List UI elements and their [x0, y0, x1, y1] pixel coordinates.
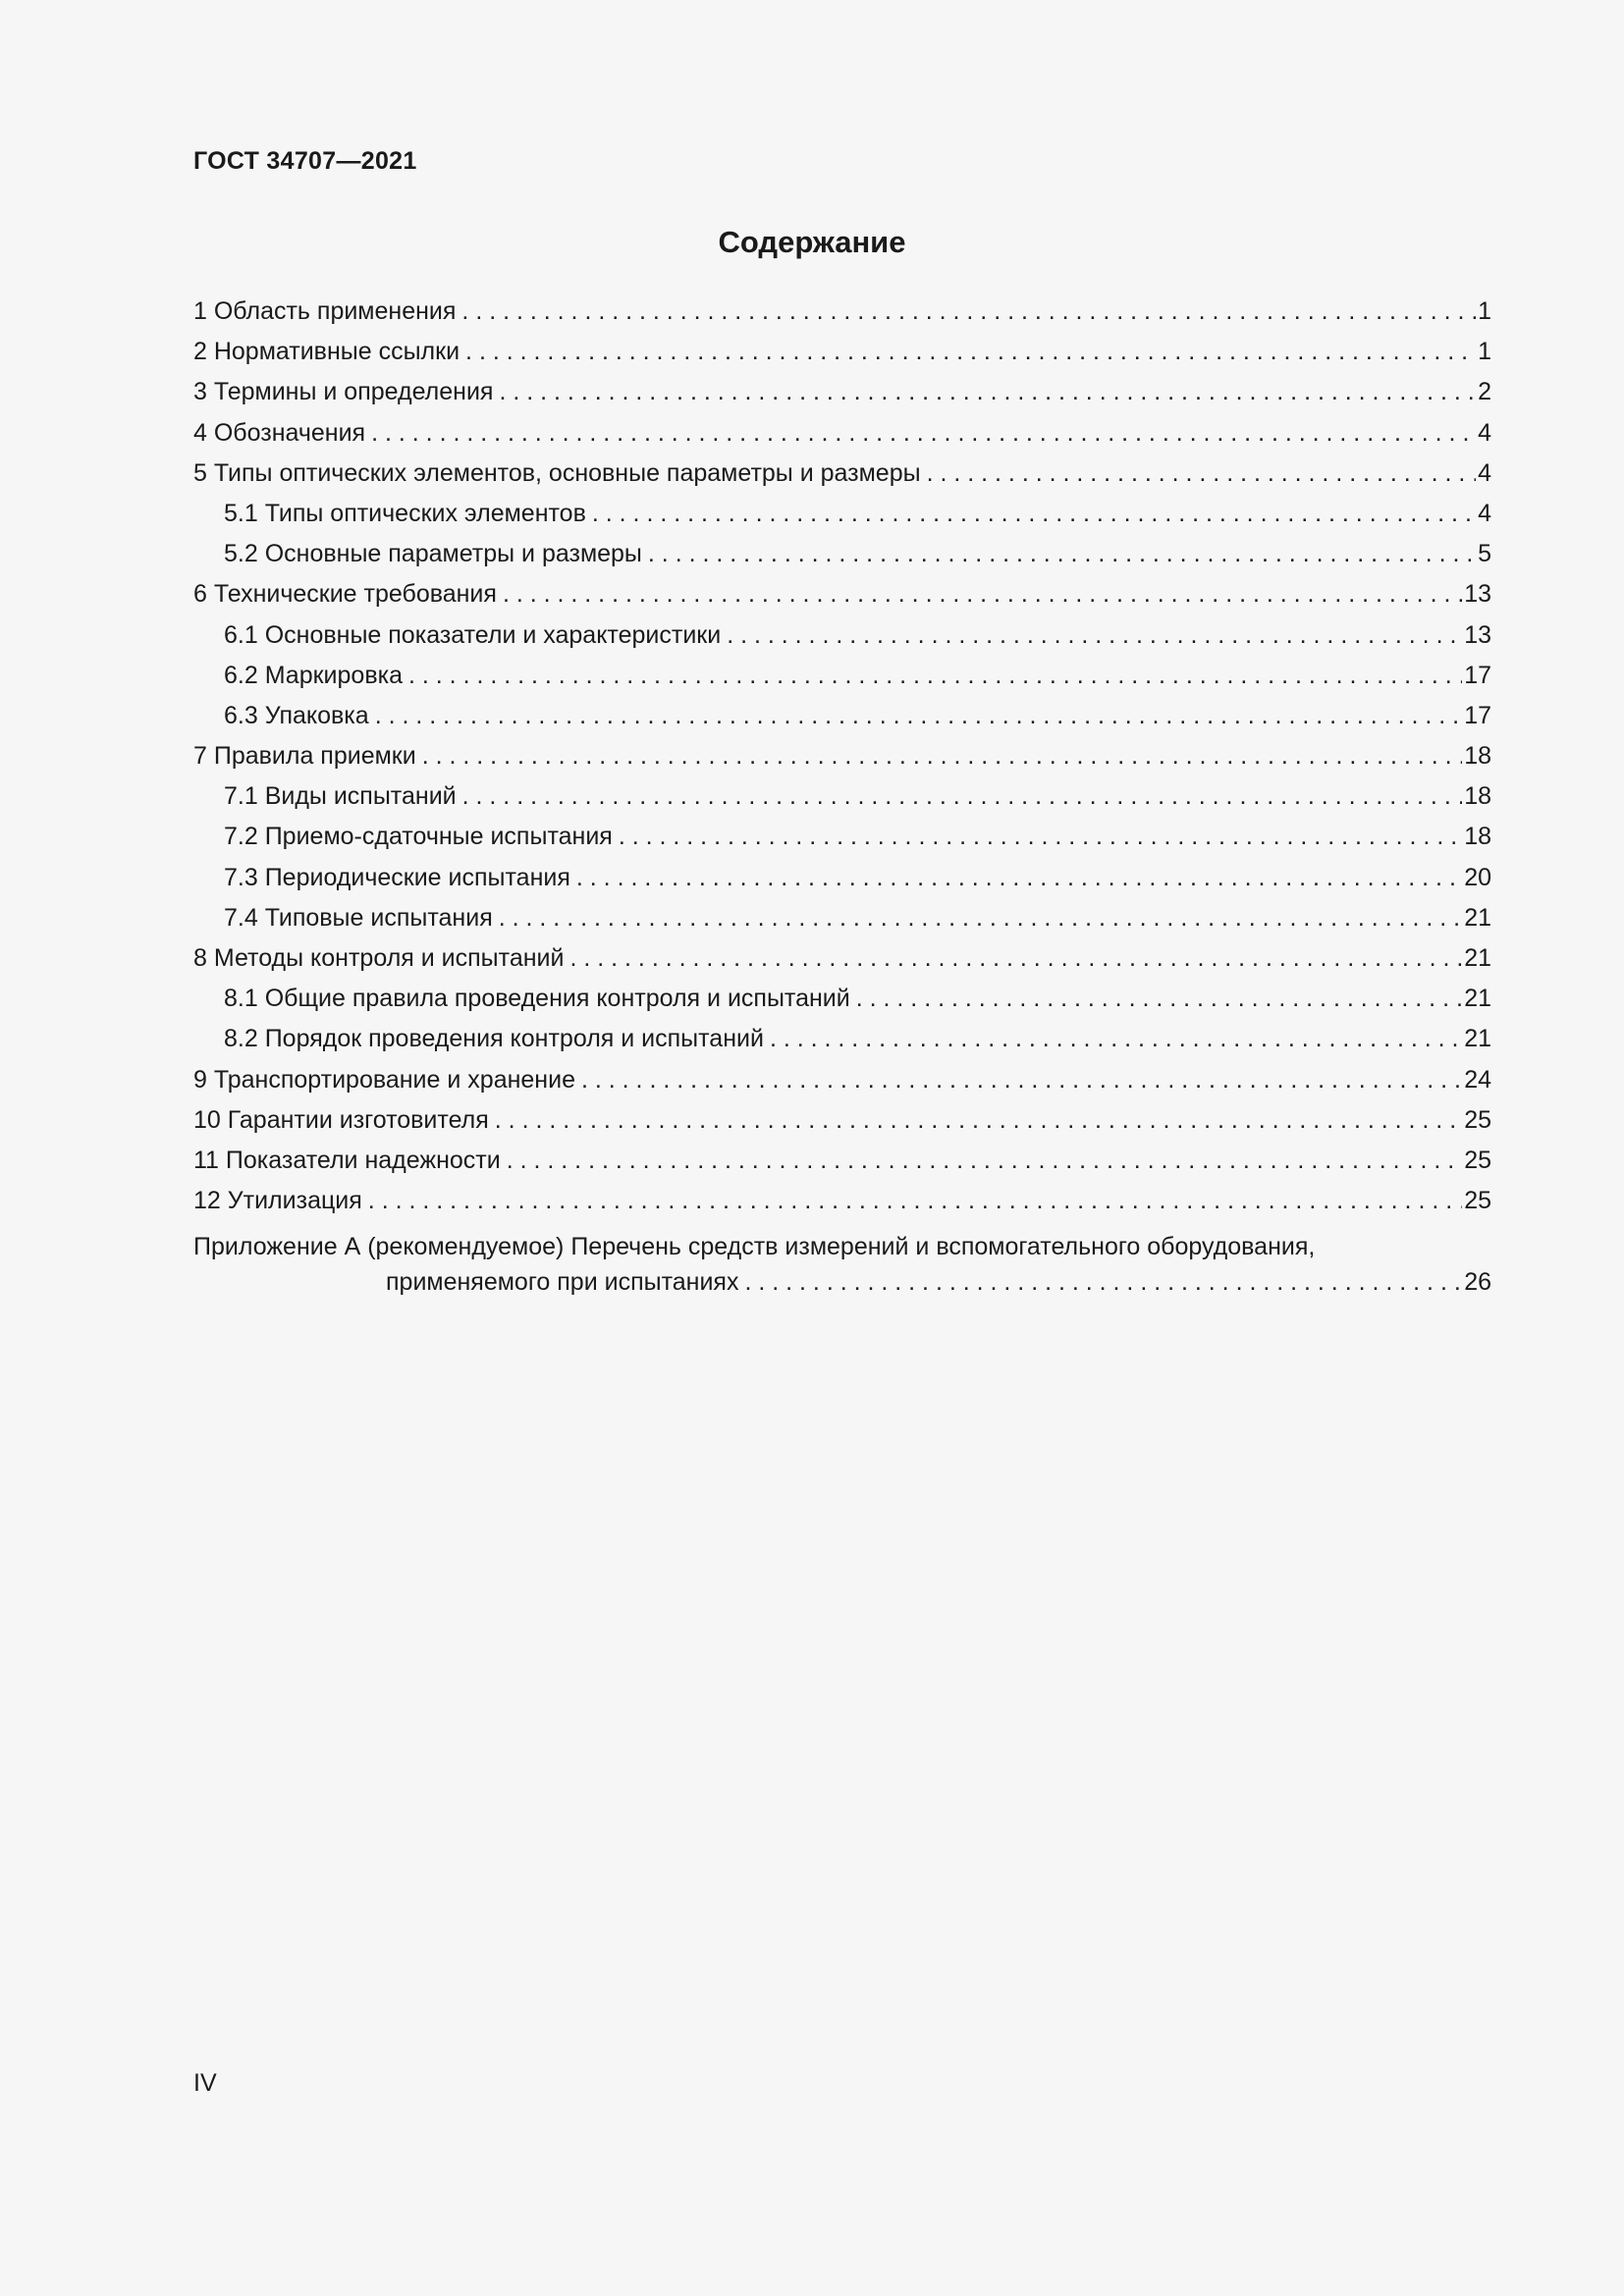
toc-appendix-page: 26	[1464, 1268, 1491, 1297]
toc-entry-page: 17	[1464, 661, 1491, 689]
toc-entry-label: 7.2 Приемо-сдаточные испытания	[224, 823, 613, 851]
toc-entry[interactable]	[193, 1060, 1491, 1100]
toc-entry-label: 7.1 Виды испытаний	[224, 782, 457, 811]
toc-dot-leader	[456, 292, 1476, 332]
page-number: IV	[193, 2069, 217, 2097]
toc-entry-label: 1 Область применения	[193, 297, 457, 325]
toc-entry-label: 9 Транспортирование и хранение	[193, 1065, 575, 1094]
toc-dot-leader	[489, 1100, 1462, 1141]
toc-entry-page: 4	[1478, 458, 1491, 487]
toc-entry-page: 4	[1478, 418, 1491, 447]
toc-entry-appendix-a[interactable]	[193, 1229, 1491, 1300]
toc-dot-leader	[369, 696, 1462, 736]
toc-entry-label: 6.2 Маркировка	[224, 661, 403, 689]
toc-entry-page: 24	[1464, 1065, 1491, 1094]
toc-dot-leader	[850, 979, 1462, 1019]
toc-entry-label: 12 Утилизация	[193, 1187, 362, 1215]
toc-title: Содержание	[718, 225, 906, 259]
toc-entry[interactable]	[193, 938, 1491, 979]
toc-dot-leader	[721, 615, 1462, 656]
toc-entry-label: 7.4 Типовые испытания	[224, 903, 493, 932]
toc-entry[interactable]	[193, 534, 1491, 574]
toc-entry-page: 18	[1464, 823, 1491, 851]
toc-entry-label: 6.1 Основные показатели и характеристики	[224, 620, 722, 649]
toc-entry-page: 18	[1464, 742, 1491, 771]
toc-entry[interactable]	[193, 292, 1491, 332]
toc-dot-leader	[416, 736, 1462, 776]
toc-entry-page: 13	[1464, 580, 1491, 609]
toc-dot-leader	[764, 1019, 1462, 1059]
toc-entry-page: 1	[1478, 338, 1491, 366]
toc-entry-label: 8 Методы контроля и испытаний	[193, 944, 565, 972]
toc-entry[interactable]	[193, 372, 1491, 412]
toc-dot-leader	[403, 656, 1462, 696]
toc-dot-leader	[575, 1060, 1462, 1100]
toc-entry-page: 25	[1464, 1146, 1491, 1174]
toc-entry-page: 5	[1478, 540, 1491, 568]
toc-entry[interactable]	[193, 413, 1491, 454]
toc-entry-label: 5.2 Основные параметры и размеры	[224, 540, 642, 568]
toc-entry[interactable]	[193, 574, 1491, 614]
toc-entry-label: 6.3 Упаковка	[224, 701, 369, 729]
toc-entry[interactable]	[193, 776, 1491, 817]
toc-dot-leader	[493, 898, 1462, 938]
toc-dot-leader	[493, 372, 1476, 412]
toc-dot-leader	[921, 454, 1477, 494]
toc-dot-leader	[501, 1141, 1462, 1181]
toc-entry[interactable]	[193, 696, 1491, 736]
table-of-contents	[193, 292, 1491, 1300]
toc-entry[interactable]	[193, 979, 1491, 1019]
toc-entry[interactable]	[193, 898, 1491, 938]
toc-dot-leader	[613, 817, 1462, 857]
toc-dot-leader	[564, 938, 1462, 979]
toc-appendix-title-line2: применяемого при испытаниях	[386, 1268, 739, 1297]
toc-appendix-title-line1: Приложение А (рекомендуемое) Перечень средств измерений и вспомогательного оборудования,	[193, 1233, 1316, 1261]
toc-entry[interactable]	[193, 858, 1491, 898]
toc-entry[interactable]	[193, 1019, 1491, 1059]
toc-entry-page: 25	[1464, 1105, 1491, 1134]
toc-entry-label: 8.2 Порядок проведения контроля и испытаний	[224, 1025, 764, 1053]
toc-appendix-title-line2-row	[193, 1264, 1491, 1300]
toc-entry-page: 21	[1464, 944, 1491, 972]
toc-entry-label: 8.1 Общие правила проведения контроля и испытаний	[224, 985, 850, 1013]
toc-entry[interactable]	[193, 1100, 1491, 1141]
toc-entry[interactable]	[193, 656, 1491, 696]
toc-entry-page: 1	[1478, 297, 1491, 325]
toc-entry-label: 5.1 Типы оптических элементов	[224, 499, 586, 527]
toc-entry-label: 7 Правила приемки	[193, 742, 416, 771]
toc-entry-page: 25	[1464, 1187, 1491, 1215]
toc-entry[interactable]	[193, 615, 1491, 656]
toc-entry[interactable]	[193, 817, 1491, 857]
toc-dot-leader	[497, 574, 1462, 614]
toc-rows	[193, 292, 1491, 1221]
toc-entry[interactable]	[193, 332, 1491, 372]
toc-entry[interactable]	[193, 1141, 1491, 1181]
toc-dot-leader	[365, 413, 1476, 454]
toc-dot-leader	[457, 776, 1463, 817]
toc-entry-label: 2 Нормативные ссылки	[193, 338, 460, 366]
toc-entry[interactable]	[193, 736, 1491, 776]
toc-entry-label: 6 Технические требования	[193, 580, 497, 609]
toc-entry[interactable]	[193, 494, 1491, 534]
toc-entry-page: 4	[1478, 499, 1491, 527]
toc-entry-label: 5 Типы оптических элементов, основные параметры и размеры	[193, 458, 921, 487]
toc-entry[interactable]	[193, 454, 1491, 494]
toc-entry-label: 11 Показатели надежности	[193, 1146, 501, 1174]
toc-entry[interactable]	[193, 1181, 1491, 1221]
toc-dot-leader	[586, 494, 1476, 534]
toc-entry-label: 3 Термины и определения	[193, 378, 494, 406]
toc-entry-page: 21	[1464, 903, 1491, 932]
toc-entry-page: 2	[1478, 378, 1491, 406]
toc-entry-label: 7.3 Периодические испытания	[224, 863, 570, 891]
toc-entry-page: 18	[1464, 782, 1491, 811]
toc-entry-page: 17	[1464, 701, 1491, 729]
toc-dot-leader	[362, 1181, 1462, 1221]
toc-dot-leader	[642, 534, 1476, 574]
toc-entry-label: 10 Гарантии изготовителя	[193, 1105, 489, 1134]
document-code: ГОСТ 34707—2021	[193, 147, 417, 175]
toc-entry-page: 20	[1464, 863, 1491, 891]
toc-entry-page: 21	[1464, 985, 1491, 1013]
toc-dot-leader	[460, 332, 1476, 372]
toc-dot-leader	[570, 858, 1462, 898]
toc-entry-page: 21	[1464, 1025, 1491, 1053]
toc-entry-page: 13	[1464, 620, 1491, 649]
toc-dot-leader	[738, 1264, 1462, 1300]
toc-entry-label: 4 Обозначения	[193, 418, 366, 447]
